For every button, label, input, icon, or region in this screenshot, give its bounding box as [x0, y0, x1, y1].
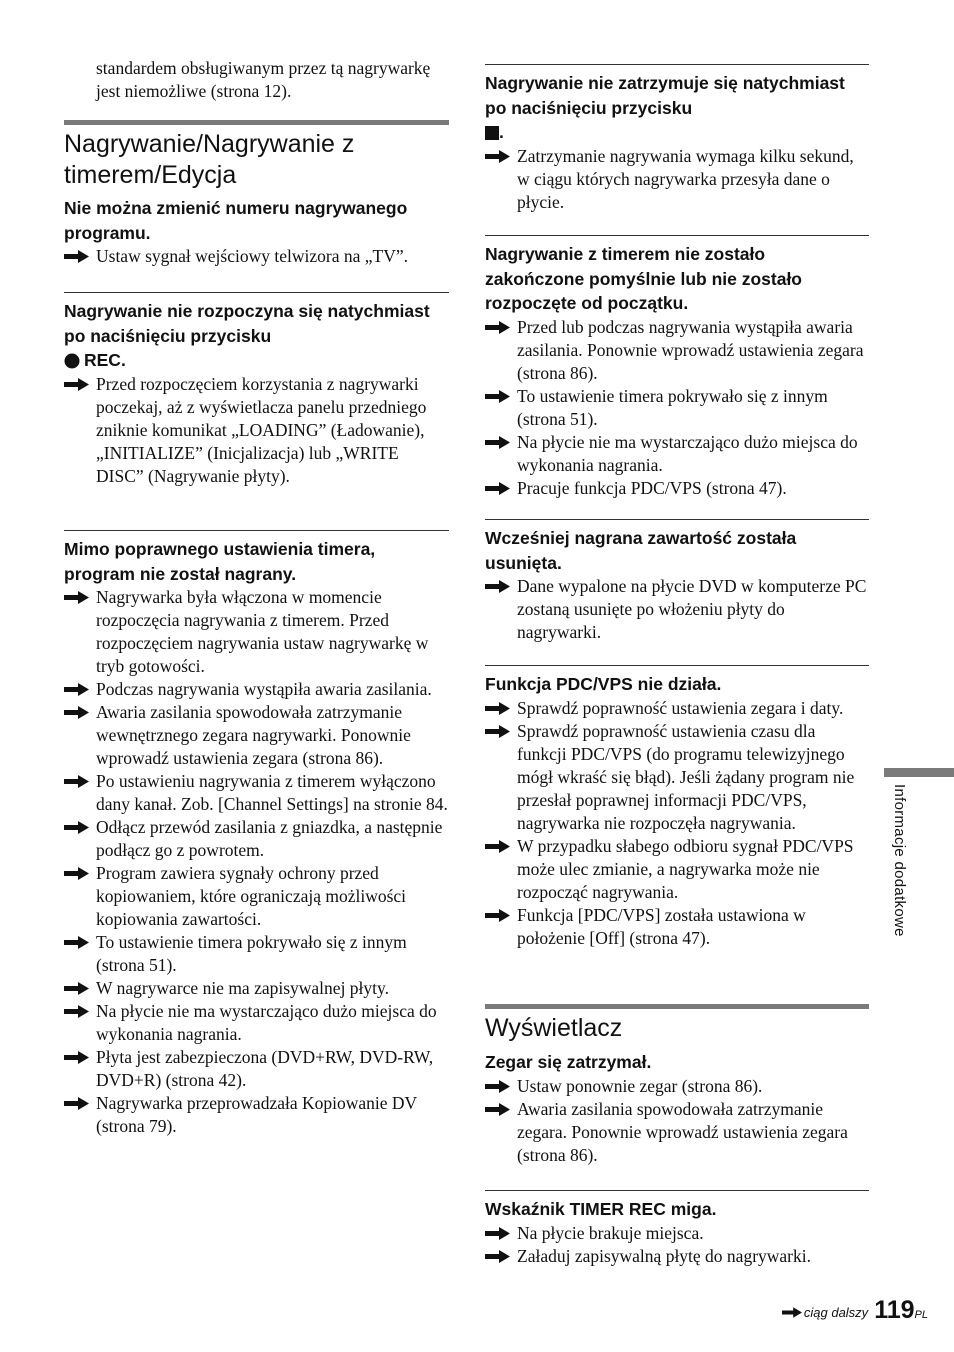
section-recording — [64, 120, 449, 191]
answer-list — [485, 697, 869, 950]
answer-item: Po ustawieniu nagrywania z timerem wyłączono dany kanał. Zob. [Channel Settings] na stronie 84. — [64, 770, 449, 816]
answer-list — [485, 575, 869, 644]
section-title: Wyświetlacz — [485, 1004, 869, 1044]
answer-item: Ustaw sygnał wejściowy telwizora na „TV”. — [64, 245, 449, 268]
arrow-icon — [64, 683, 89, 696]
answer-item: Funkcja [PDC/VPS] została ustawiona w położenie [Off] (strona 47). — [485, 904, 869, 950]
arrow-icon — [485, 580, 510, 593]
arrow-icon — [64, 1051, 89, 1064]
answer-item: Na płycie brakuje miejsca. — [485, 1222, 869, 1245]
answer-item: Sprawdź poprawność ustawienia czasu dla funkcji PDC/VPS (do programu telewizyjnego mógł wkraść się błąd). Jeśli żądany program nie przesłał poprawnej informacji PDC/VPS, nagrywarka nie rozpoczęła nagrywania. — [485, 720, 869, 835]
continued-note: ciąg dalszy — [782, 1305, 868, 1320]
answer-item: W nagrywarce nie ma zapisywalnej płyty. — [64, 977, 449, 1000]
faq-question: Funkcja PDC/VPS nie działa. — [485, 665, 869, 697]
intro-text: standardem obsługiwanym przez tą nagrywarkę jest niemożliwe (strona 12). — [96, 58, 431, 101]
arrow-icon — [64, 775, 89, 788]
faq-question: Zegar się zatrzymał. — [485, 1052, 652, 1072]
answer-item: Awaria zasilania spowodowała zatrzymanie wewnętrznego zegara nagrywarki. Ponownie wprowadź ustawienia zegara (strona 86). — [64, 701, 449, 770]
arrow-icon — [485, 702, 510, 715]
arrow-icon — [485, 1250, 510, 1263]
faq-question: Nagrywanie nie zatrzymuje się natychmiast po naciśnięciu przycisku . — [485, 64, 869, 145]
faq-item — [485, 1190, 869, 1268]
arrow-icon — [485, 150, 510, 163]
arrow-icon — [485, 1080, 510, 1093]
answer-item: Na płycie nie ma wystarczająco dużo miejsca do wykonania nagrania. — [485, 431, 869, 477]
answer-item: Nagrywarka przeprowadzała Kopiowanie DV (strona 79). — [64, 1092, 449, 1138]
faq-question: Nagrywanie z timerem nie zostało zakończone pomyślnie lub nie zostało rozpoczęte od początku. — [485, 235, 869, 316]
arrow-icon — [64, 936, 89, 949]
faq-item — [485, 1050, 869, 1167]
arrow-icon — [485, 436, 510, 449]
page-footer — [782, 1296, 928, 1325]
arrow-icon — [782, 1307, 802, 1318]
answer-item: Program zawiera sygnały ochrony przed kopiowaniem, które ograniczają możliwości kopiowania zawartości. — [64, 862, 449, 931]
arrow-icon — [485, 482, 510, 495]
faq-question: Nie można zmienić numeru nagrywanego programu. — [64, 198, 408, 243]
answer-item: Zatrzymanie nagrywania wymaga kilku sekund, w ciągu których nagrywarka przesyła dane o płycie. — [485, 145, 869, 214]
arrow-icon — [64, 378, 89, 391]
faq-item — [64, 292, 449, 488]
stop-square-icon — [485, 126, 499, 140]
answer-item: Dane wypalone na płycie DVD w komputerze PC zostaną usunięte po włożeniu płyty do nagrywarki. — [485, 575, 869, 644]
arrow-icon — [64, 706, 89, 719]
arrow-icon — [64, 250, 89, 263]
answer-list — [64, 245, 449, 268]
answer-item: Pracuje funkcja PDC/VPS (strona 47). — [485, 477, 869, 500]
arrow-icon — [64, 821, 89, 834]
arrow-icon — [485, 1103, 510, 1116]
answer-item: Przed lub podczas nagrywania wystąpiła awaria zasilania. Ponownie wprowadź ustawienia zegara (strona 86). — [485, 316, 869, 385]
arrow-icon — [485, 390, 510, 403]
arrow-icon — [64, 867, 89, 880]
answer-list — [485, 145, 869, 214]
answer-list — [485, 1075, 869, 1167]
faq-item — [485, 519, 869, 644]
arrow-icon — [64, 982, 89, 995]
arrow-icon — [485, 321, 510, 334]
arrow-icon — [64, 1005, 89, 1018]
faq-question: Wcześniej nagrana zawartość została usunięta. — [485, 519, 869, 575]
arrow-icon — [485, 840, 510, 853]
faq-question: Nagrywanie nie rozpoczyna się natychmiast po naciśnięciu przycisku REC. — [64, 292, 449, 373]
arrow-icon — [485, 725, 510, 738]
arrow-icon — [64, 591, 89, 604]
answer-list — [485, 1222, 869, 1268]
answer-item: To ustawienie timera pokrywało się z innym (strona 51). — [64, 931, 449, 977]
arrow-icon — [485, 909, 510, 922]
page-language: PL — [914, 1309, 928, 1321]
faq-question: Wskaźnik TIMER REC miga. — [485, 1190, 869, 1222]
faq-question: Mimo poprawnego ustawienia timera, program nie został nagrany. — [64, 530, 449, 586]
answer-item: To ustawienie timera pokrywało się z innym (strona 51). — [485, 385, 869, 431]
section-display — [485, 1004, 869, 1044]
faq-item — [485, 64, 869, 214]
answer-item: Płyta jest zabezpieczona (DVD+RW, DVD-RW, DVD+R) (strona 42). — [64, 1046, 449, 1092]
answer-item: Przed rozpoczęciem korzystania z nagrywarki poczekaj, aż z wyświetlacza panelu przedniego zniknie komunikat „LOADING” (Ładowanie), „INITIALIZE” (Inicjalizacja) lub „WRITE DISC” (Nagrywanie płyty). — [64, 373, 449, 488]
faq-item — [485, 235, 869, 500]
answer-item: Sprawdź poprawność ustawienia zegara i daty. — [485, 697, 869, 720]
answer-item: Załaduj zapisywalną płytę do nagrywarki. — [485, 1245, 869, 1268]
page-number: 119 — [874, 1296, 915, 1324]
answer-item: Awaria zasilania spowodowała zatrzymanie zegara. Ponownie wprowadź ustawienia zegara (strona 86). — [485, 1098, 869, 1167]
answer-item: Na płycie nie ma wystarczająco dużo miejsca do wykonania nagrania. — [64, 1000, 449, 1046]
faq-item — [64, 196, 449, 268]
side-tab-label: Informacje dodatkowe — [891, 784, 908, 937]
faq-item — [64, 530, 449, 1138]
section-title: Nagrywanie/Nagrywanie z timerem/Edycja — [64, 120, 449, 191]
side-tab-bar — [884, 768, 954, 777]
answer-item: W przypadku słabego odbioru sygnał PDC/VPS może ulec zmianie, a nagrywarka może nie rozpocząć nagrywania. — [485, 835, 869, 904]
faq-item — [485, 665, 869, 950]
arrow-icon — [485, 1227, 510, 1240]
answer-list — [64, 586, 449, 1138]
answer-item: Odłącz przewód zasilania z gniazdka, a następnie podłącz go z powrotem. — [64, 816, 449, 862]
answer-item: Ustaw ponownie zegar (strona 86). — [485, 1075, 869, 1098]
record-circle-icon — [64, 353, 80, 369]
arrow-icon — [64, 1097, 89, 1110]
answer-item: Podczas nagrywania wystąpiła awaria zasilania. — [64, 678, 449, 701]
answer-list — [485, 316, 869, 500]
answer-list — [64, 373, 449, 488]
answer-item: Nagrywarka była włączona w momencie rozpoczęcia nagrywania z timerem. Przed rozpoczęciem nagrywania ustaw nagrywarkę w tryb gotowości. — [64, 586, 449, 678]
